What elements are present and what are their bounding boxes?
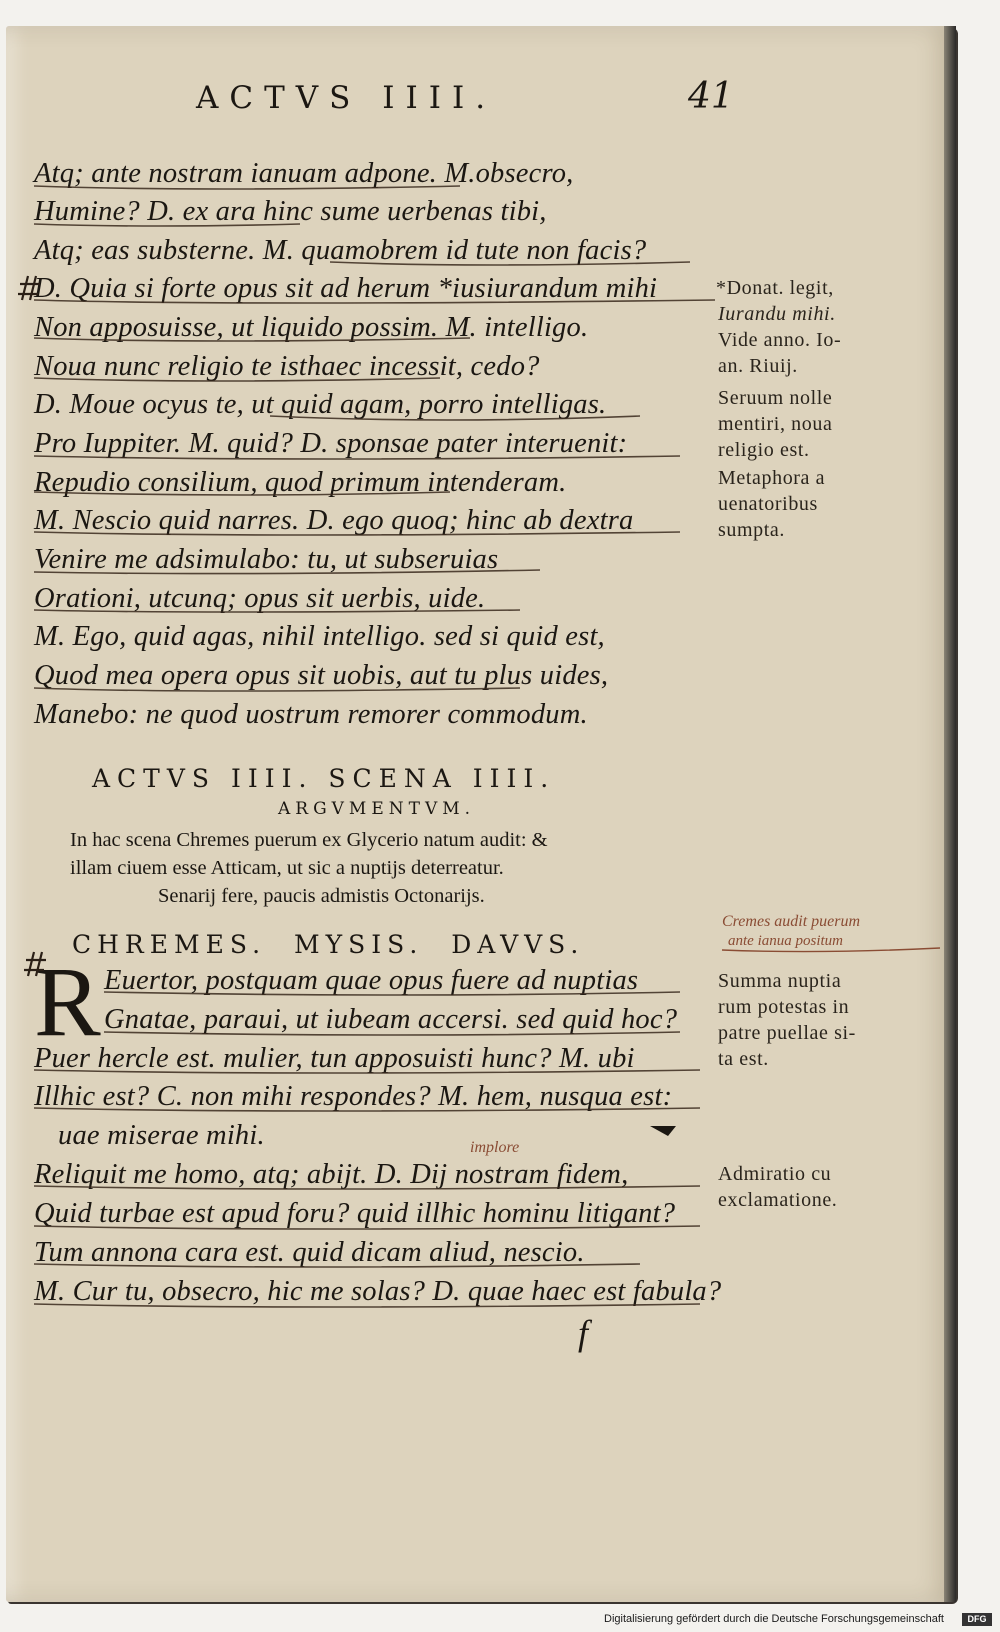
verse-line: Noua nunc religio te isthaec incessit, cedo? (34, 351, 540, 382)
argument-title: ARGVMENTVM. (278, 799, 476, 819)
dramatis-personae: CHREMES. MYSIS. DAVVS. (72, 930, 585, 959)
drop-cap-initial: R (34, 946, 101, 1057)
gloss-line: Vide anno. Io- (718, 329, 842, 351)
handwritten-note: ante ianua positum (728, 933, 843, 949)
scene-heading: ACTVS IIII. SCENA IIII. (92, 764, 556, 793)
dfg-logo: DFG (962, 1613, 992, 1626)
gloss-line: ta est. (718, 1048, 769, 1070)
verse-line: Quid turbae est apud foru? quid illhic hominu litigant? (34, 1198, 676, 1229)
gloss-line: an. Riuij. (718, 355, 798, 377)
verse-line: Quod mea opera opus sit uobis, aut tu plus uides, (34, 660, 609, 691)
verse-line: Atq; eas substerne. M. quamobrem id tute non facis? (34, 235, 647, 266)
verse-line: Puer hercle est. mulier, tun apposuisti hunc? M. ubi (34, 1043, 635, 1074)
verse-line: Venire me adsimulabo: tu, ut subseruias (34, 544, 499, 575)
argument-line: Senarij fere, paucis admistis Octonarijs. (158, 885, 485, 907)
verse-line: Tum annona cara est. quid dicam aliud, nescio. (34, 1237, 585, 1268)
gloss-line: religio est. (718, 439, 810, 461)
gloss-line: *Donat. legit, (716, 277, 834, 299)
running-head: ACTVS IIII. (196, 80, 497, 116)
gloss-line: exclamatione. (718, 1189, 838, 1211)
digitization-credit: Digitalisierung gefördert durch die Deutsche Forschungsgemeinschaft (604, 1613, 944, 1625)
verse-line: Manebo: ne quod uostrum remorer commodum. (34, 699, 588, 730)
verse-line: M. Cur tu, obsecro, hic me solas? D. quae haec est fabula? (34, 1276, 722, 1307)
verse-line: Humine? D. ex ara hinc sume uerbenas tibi, (34, 196, 547, 227)
gloss-line: Metaphora a (718, 467, 826, 489)
verse-line: Reliquit me homo, atq; abijt. D. Dij nostram fidem, (34, 1159, 629, 1190)
handwritten-note: implore (470, 1139, 520, 1156)
verse-line: D. Quia si forte opus sit ad herum *iusiurandum mihi (34, 273, 658, 304)
verse-line: Atq; ante nostram ianuam adpone. M.obsecro, (34, 158, 574, 189)
gloss-line: Seruum nolle (718, 387, 833, 409)
folio-number: 41 (688, 76, 734, 117)
signature-mark: f (578, 1313, 589, 1353)
verse-line: M. Nescio quid narres. D. ego quoq; hinc ab dextra (34, 505, 634, 536)
gloss-line: Summa nuptia (718, 970, 842, 992)
verse-line: M. Ego, quid agas, nihil intelligo. sed si quid est, (34, 621, 605, 652)
gloss-line: Admiratio cu (718, 1163, 832, 1185)
argument-line: illam ciuem esse Atticam, ut sic a nuptijs deterreatur. (70, 857, 504, 879)
verse-line: Illhic est? C. non mihi respondes? M. hem, nusqua est: (34, 1081, 673, 1112)
verse-line: Non apposuisse, ut liquido possim. M. intelligo. (34, 312, 589, 343)
gloss-line: rum potestas in (718, 996, 850, 1018)
verse-line: Pro Iuppiter. M. quid? D. sponsae pater interuenit: (34, 428, 628, 459)
verse-line: D. Moue ocyus te, ut quid agam, porro intelligas. (34, 389, 607, 420)
gloss-line: patre puellae si- (718, 1022, 856, 1044)
verse-line: Euertor, postquam quae opus fuere ad nuptias (104, 965, 639, 996)
gloss-line: uenatoribus (718, 493, 818, 515)
verse-line: uae miserae mihi. (58, 1120, 265, 1151)
verse-line: Repudio consilium, quod primum intenderam. (34, 467, 567, 498)
gloss-line: mentiri, noua (718, 413, 833, 435)
argument-line: In hac scena Chremes puerum ex Glycerio natum audit: & (70, 829, 548, 851)
gloss-line: Iurandu mihi. (718, 303, 836, 325)
gloss-line: sumpta. (718, 519, 785, 541)
handwritten-note: Cremes audit puerum (722, 913, 861, 930)
verse-line: Gnatae, paraui, ut iubeam accersi. sed quid hoc? (104, 1004, 678, 1035)
verse-line: Orationi, utcunq; opus sit uerbis, uide. (34, 583, 486, 614)
